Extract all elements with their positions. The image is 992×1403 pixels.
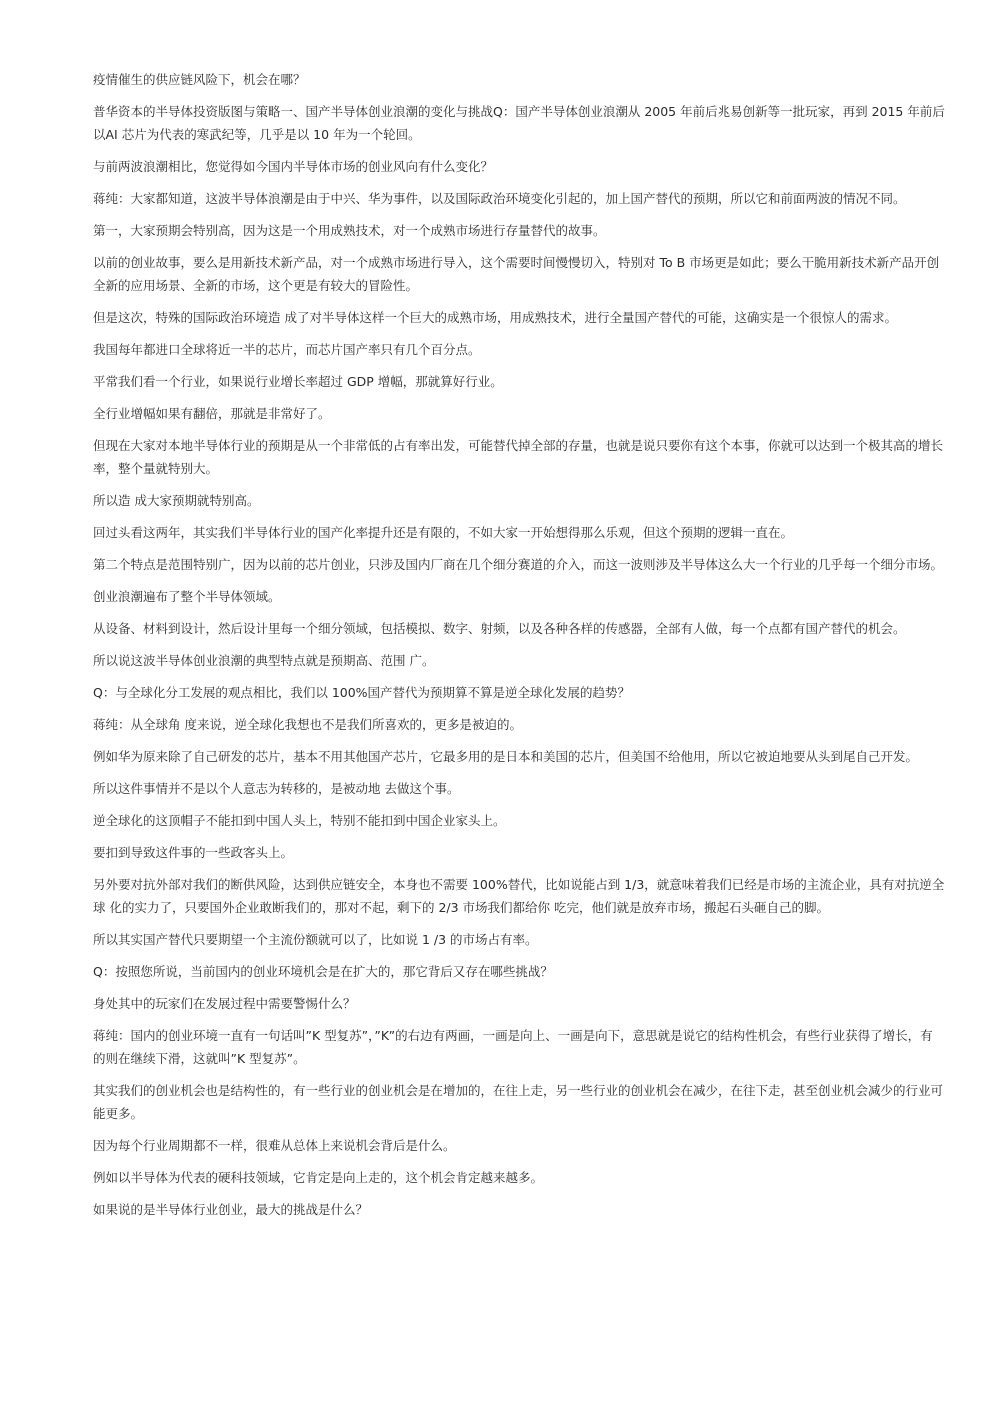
paragraph-question: 与前两波浪潮相比，您觉得如今国内半导体市场的创业风向有什么变化？ — [93, 159, 494, 174]
paragraph: 其实我们的创业机会也是结构性的，有一些行业的创业机会是在增加的，在往上走，另一些行业的创业机会在减少，在往下走，甚至创业机会减少的行业可能更多。 — [93, 1083, 944, 1121]
paragraph: 全行业增幅如果有翻倍，那就是非常好了。 — [93, 406, 331, 421]
paragraph: 第二个特点是范围特别广，因为以前的芯片创业，只涉及国内厂商在几个细分赛道的介入，而这一波则涉及半导体这么大一个行业的几乎每一个细分市场。 — [93, 557, 944, 572]
paragraph: 所以其实国产替代只要期望一个主流份额就可以了，比如说 1 /3 的市场占有率。 — [93, 932, 538, 947]
paragraph: 因为每个行业周期都不一样，很难从总体上来说机会背后是什么。 — [93, 1138, 456, 1153]
paragraph: 另外要对抗外部对我们的断供风险，达到供应链安全，本身也不需要 100%替代，比如说能占到 1/3，就意味着我们已经是市场的主流企业，具有对抗逆全球 化的实力了，只要国外企业敢断我们的，那对不起，剩下的 2/3 市场我们都给你 吃完，他们就是放弃市场，搬起石头砸自己的脚。 — [93, 877, 945, 915]
paragraph: 回过头看这两年，其实我们半导体行业的国产化率提升还是有限的，不如大家一开始想得那么乐观，但这个预期的逻辑一直在。 — [93, 525, 794, 540]
paragraph: 从设备、材料到设计，然后设计里每一个细分领域，包括模拟、数字、射频，以及各种各样的传感器，全部有人做，每一个点都有国产替代的机会。 — [93, 621, 906, 636]
paragraph: 例如以半导体为代表的硬科技领域，它肯定是向上走的，这个机会肯定越来越多。 — [93, 1170, 544, 1185]
paragraph-question: Q：按照您所说，当前国内的创业环境机会是在扩大的，那它背后又存在哪些挑战？ — [93, 964, 553, 979]
paragraph-question: 如果说的是半导体行业创业，最大的挑战是什么？ — [93, 1202, 369, 1217]
paragraph-answer: 蒋纯：大家都知道，这波半导体浪潮是由于中兴、华为事件，以及国际政治环境变化引起的，加上国产替代的预期，所以它和前面两波的情况不同。 — [93, 191, 906, 206]
paragraph: 但是这次，特殊的国际政治环境造 成了对半导体这样一个巨大的成熟市场，用成熟技术，进行全量国产替代的可能，这确实是一个很惊人的需求。 — [93, 310, 897, 325]
paragraph: 例如华为原来除了自己研发的芯片，基本不用其他国产芯片，它最多用的是日本和美国的芯片，但美国不给他用，所以它被迫地要从头到尾自己开发。 — [93, 749, 919, 764]
paragraph: 所以这件事情并不是以个人意志为转移的，是被动地 去做这个事。 — [93, 781, 460, 796]
paragraph-answer: 蒋纯：从全球角 度来说，逆全球化我想也不是我们所喜欢的，更多是被迫的。 — [93, 717, 522, 732]
paragraph: 所以造 成大家预期就特别高。 — [93, 493, 260, 508]
paragraph-question: 身处其中的玩家们在发展过程中需要警惕什么？ — [93, 996, 356, 1011]
paragraph-answer: 蒋纯：国内的创业环境一直有一句话叫”K 型复苏”，”K”的右边有两画，一画是向上、一画是向下，意思就是说它的结构性机会，有些行业获得了增长，有的则在继续下滑，这就叫”K 型复苏”。 — [93, 1028, 933, 1066]
paragraph-intro-question: 普华资本的半导体投资版图与策略一、国产半导体创业浪潮的变化与挑战Q：国产半导体创业浪潮从 2005 年前后兆易创新等一批玩家，再到 2015 年前后以AI 芯片为代表的寒武纪等，几乎是以 10 年为一个轮回。 — [93, 104, 945, 142]
paragraph: 创业浪潮遍布了整个半导体领域。 — [93, 589, 281, 604]
paragraph: 第一，大家预期会特别高，因为这是一个用成熟技术，对一个成熟市场进行存量替代的故事。 — [93, 223, 606, 238]
document-page — [93, 68, 945, 1230]
paragraph: 但现在大家对本地半导体行业的预期是从一个非常低的占有率出发，可能替代掉全部的存量，也就是说只要你有这个本事，你就可以达到一个极其高的增长率，整个量就特别大。 — [93, 438, 944, 476]
paragraph: 以前的创业故事，要么是用新技术新产品，对一个成熟市场进行导入，这个需要时间慢慢切入，特别对 To B 市场更是如此；要么干脆用新技术新产品开创全新的应用场景、全新的市场，这个更是有较大的冒险性。 — [93, 255, 940, 293]
paragraph: 要扣到导致这件事的一些政客头上。 — [93, 845, 294, 860]
paragraph: 所以说这波半导体创业浪潮的典型特点就是预期高、范围 广。 — [93, 653, 435, 668]
paragraph: 逆全球化的这顶帽子不能扣到中国人头上，特别不能扣到中国企业家头上。 — [93, 813, 506, 828]
paragraph-question: Q：与全球化分工发展的观点相比，我们以 100%国产替代为预期算不算是逆全球化发展的趋势？ — [93, 685, 631, 700]
paragraph: 我国每年都进口全球将近一半的芯片，而芯片国产率只有几个百分点。 — [93, 342, 481, 357]
paragraph-heading-question: 疫情催生的供应链风险下，机会在哪？ — [93, 72, 306, 87]
paragraph: 平常我们看一个行业，如果说行业增长率超过 GDP 增幅，那就算好行业。 — [93, 374, 503, 389]
